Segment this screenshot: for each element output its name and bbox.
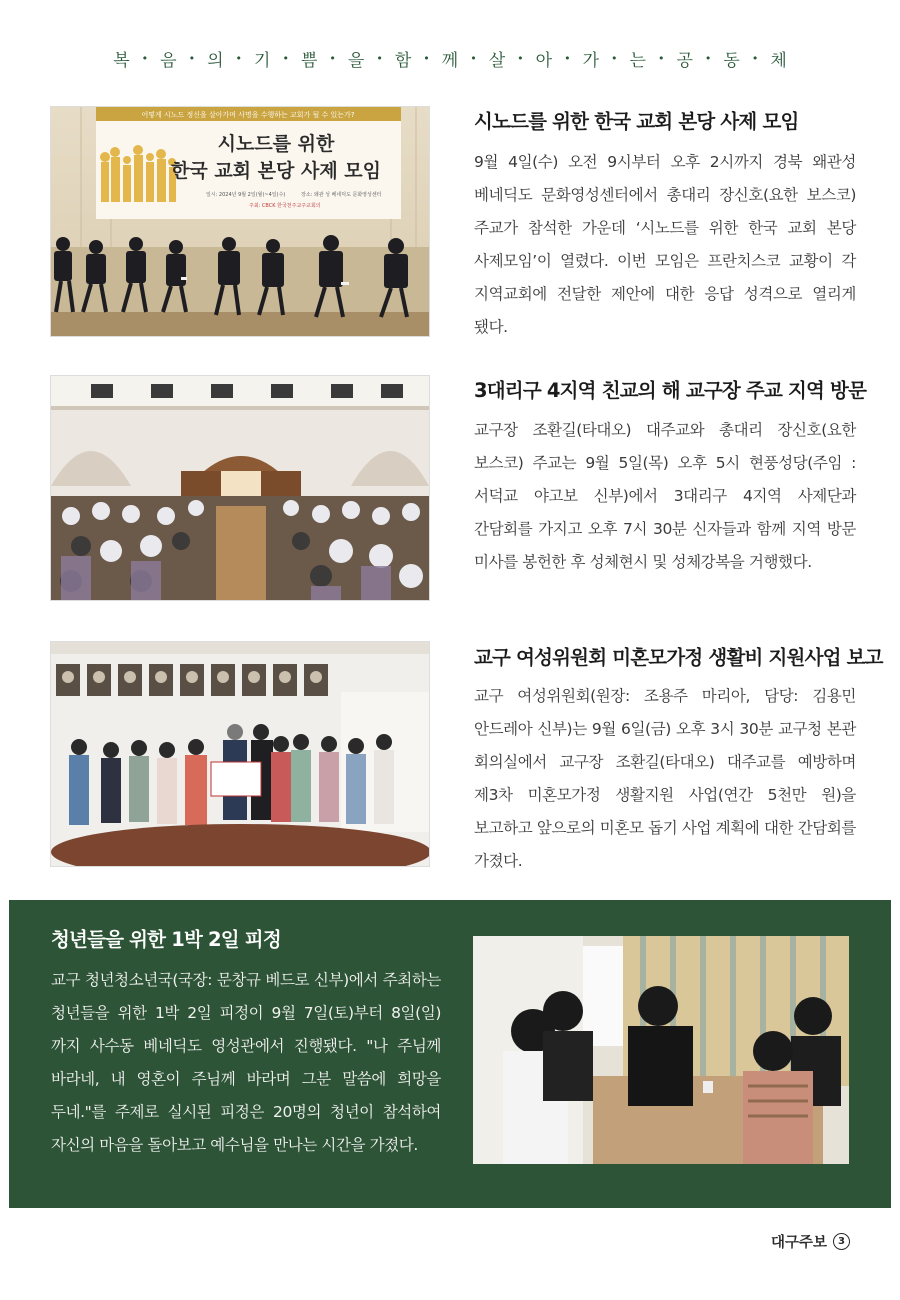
motto-separator: • [751,52,759,65]
motto-separator: • [657,52,665,65]
motto-separator: • [704,52,712,65]
motto-char: 의 [207,51,224,71]
article-1-body: 9월 4일(수) 오전 9시부터 오후 2시까지 경북 왜관성 베네딕도 문화영성센터에서 총대리 장신호(요한 보스코) 주교가 참석한 가운데 ‘시노드를 위한 한국 교회 본당 사제모임’이 열렸다. 이번 모임은 프란치스코 교황이 각 지역교회에 전달한 제안에 대한 응답 성격으로 열리게 됐다. [474,153,856,336]
article-1-title: 시노드를 위한 한국 교회 본당 사제 모임 [474,110,799,133]
motto-char: 음 [160,51,177,71]
motto-char: 살 [488,51,506,71]
motto-separator: • [611,52,618,65]
banner-top-text: 어떻게 시노드 정신을 살아가며 사명을 수행하는 교회가 될 수 있는가? [141,111,355,119]
motto-separator: • [470,52,477,65]
parish-visit-mass-photo [50,375,430,601]
youth-retreat-feature [9,900,891,1208]
article-3-title: 교구 여성위원회 미혼모가정 생활비 지원사업 보고 [474,646,883,669]
banner-date: 일시: 2024년 9월 2일(월)~4일(수) [206,192,286,198]
page-footer [771,1231,850,1252]
motto-char: 동 [723,51,740,71]
banner-org: 주최: CBCK 한국천주교주교회의 [249,203,321,209]
publication-name: 대구주보 [770,1235,827,1251]
motto-char: 기 [254,51,271,71]
youth-retreat-photo [473,936,849,1164]
banner-title-1: 시노드를 위한 [217,133,335,155]
motto-char: 체 [770,51,787,71]
motto-separator: • [376,52,383,65]
motto-char: 가 [582,51,600,71]
motto-separator: • [517,52,524,65]
motto-char: 는 [629,51,646,71]
feature-title: 청년들을 위한 1박 2일 피정 [51,928,281,951]
feature-body: 교구 청년청소년국(국장: 문창규 베드로 신부)에서 주최하는 청년들을 위한 1박 2일 피정이 9월 7일(토)부터 8일(일)까지 사수동 베네딕도 영성관에서 진행됐다. "나 주님께 바라네, 내 영혼이 주님께 바라며 그분 말씀에 희망을 두네."를 주제로 실시된 피정은 20명의 청년이 참석하여 자신의 마음을 돌아보고 예수님을 만나는 시간을 가졌다. [51,971,441,1154]
motto-separator: • [235,52,243,65]
motto-char: 복 [113,51,130,71]
motto-separator: • [141,52,149,65]
motto-char: 함 [394,51,412,71]
synod-meeting-photo [50,106,430,337]
motto-char: 공 [676,51,693,71]
motto-char: 께 [441,51,459,71]
motto-char: 을 [347,51,365,71]
article-2-body: 교구장 조환길(타대오) 대주교와 총대리 장신호(요한 보스코) 주교는 9월 5일(목) 오후 5시 현풍성당(주임 : 서덕교 야고보 신부)에서 3대리구 4지역 사제단과 간담회를 가지고 오후 7시 30분 신자들과 함께 지역 방문 미사를 봉헌한 후 성체현시 및 성체강복을 거행했다. [474,421,856,571]
womens-committee-photo [50,641,430,867]
banner-place: 장소: 왜관 성 베네딕도 문화영성센터 [301,192,382,198]
motto-separator: • [564,52,571,65]
motto-separator: • [329,52,336,65]
banner-title-2: 한국 교회 본당 사제 모임 [171,160,381,182]
motto-char: 아 [535,51,553,71]
page-number: 3 [833,1233,850,1250]
motto-char: 쁨 [300,51,318,71]
article-2-title: 3대리구 4지역 친교의 해 교구장 주교 지역 방문 [474,379,867,402]
motto-separator: • [282,52,289,65]
article-3-body: 교구 여성위원회(원장: 조용주 마리아, 담당: 김용민 안드레아 신부)는 9월 6일(금) 오후 3시 30분 교구청 본관 회의실에서 교구장 조환길(타대오) 대주교를 예방하며 제3차 미혼모가정 생활지원 사업(연간 5천만 원)을 보고하고 앞으로의 미혼모 돕기 사업 계획에 대한 간담회를 가졌다. [474,687,856,870]
motto-separator: • [423,52,430,65]
motto-line [0,46,900,71]
motto-separator: • [188,52,196,65]
